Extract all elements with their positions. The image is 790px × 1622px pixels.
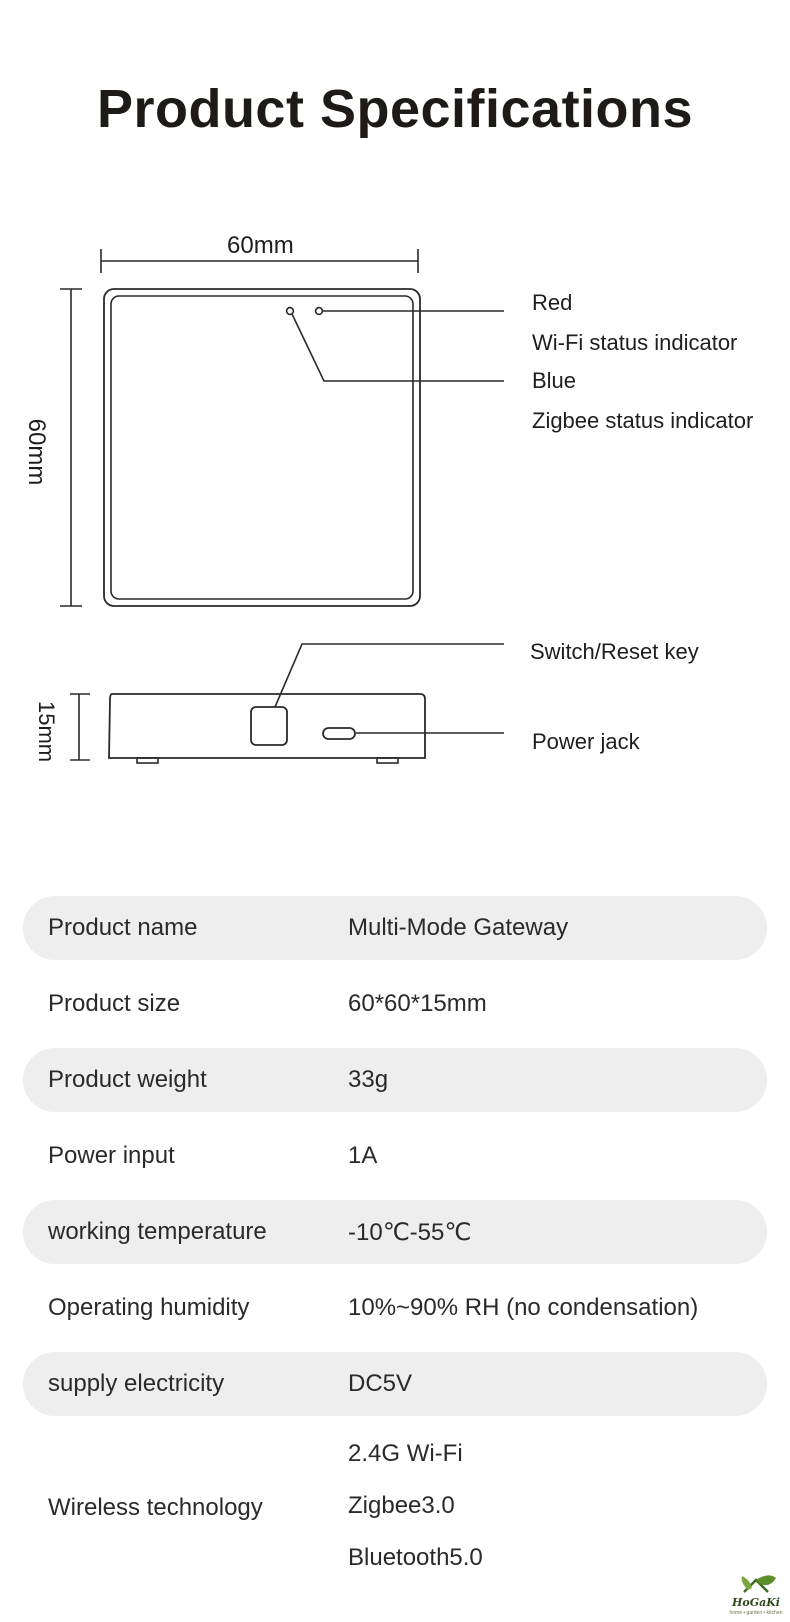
spec-row [23,1124,767,1188]
spec-table [23,896,767,1600]
spec-label: working temperature [48,1218,267,1245]
spec-label: Product weight [48,1066,207,1093]
spec-row [23,1352,767,1416]
callout-power-jack: Power jack [532,729,640,754]
width-label: 60mm [227,232,294,259]
callout-reset-key: Switch/Reset key [530,639,699,664]
product-diagram [0,0,790,800]
reset-key-shape [251,707,287,745]
power-jack-shape [323,728,355,739]
spec-row-wireless [23,1428,767,1588]
callout-red: Red [532,290,573,315]
device-top-outer [104,289,420,606]
indicator-blue-dot [287,308,294,315]
spec-value: 33g [348,1066,389,1093]
spec-value: Multi-Mode Gateway [348,914,569,941]
wireless-item: Bluetooth5.0 [348,1544,483,1571]
spec-row [23,1200,767,1264]
spec-row [23,1276,767,1340]
spec-label: supply electricity [48,1370,225,1397]
device-top-inner [111,296,413,599]
page-title: Product Specifications [96,79,694,139]
height-label: 15mm [34,701,59,763]
brand-logo: HoGaKi [732,1596,780,1609]
spec-label: Power input [48,1142,175,1169]
wireless-item: Zigbee3.0 [348,1492,455,1519]
spec-value: DC5V [348,1370,413,1397]
spec-value: 60*60*15mm [348,990,487,1017]
length-label: 60mm [23,418,50,486]
spec-label: Operating humidity [48,1294,250,1321]
spec-value: 1A [348,1142,378,1169]
spec-row [23,896,767,960]
wireless-item: 2.4G Wi-Fi [348,1440,463,1467]
device-side-body [109,694,425,758]
spec-label: Product size [48,990,181,1017]
brand-tagline: home • garden • kitchen [729,1610,783,1616]
indicator-red-dot [316,308,323,315]
callout-blue: Blue [532,368,577,393]
spec-row [23,972,767,1036]
spec-value: -10℃-55℃ [348,1218,472,1246]
spec-label: Wireless technology [48,1494,263,1521]
callout-zigbee-indicator: Zigbee status indicator [532,408,754,433]
callout-wifi-indicator: Wi-Fi status indicator [532,330,738,355]
spec-value-list [348,1428,483,1584]
spec-label: Product name [48,914,198,941]
spec-row [23,1048,767,1112]
spec-value: 10%~90% RH (no condensation) [348,1294,699,1321]
